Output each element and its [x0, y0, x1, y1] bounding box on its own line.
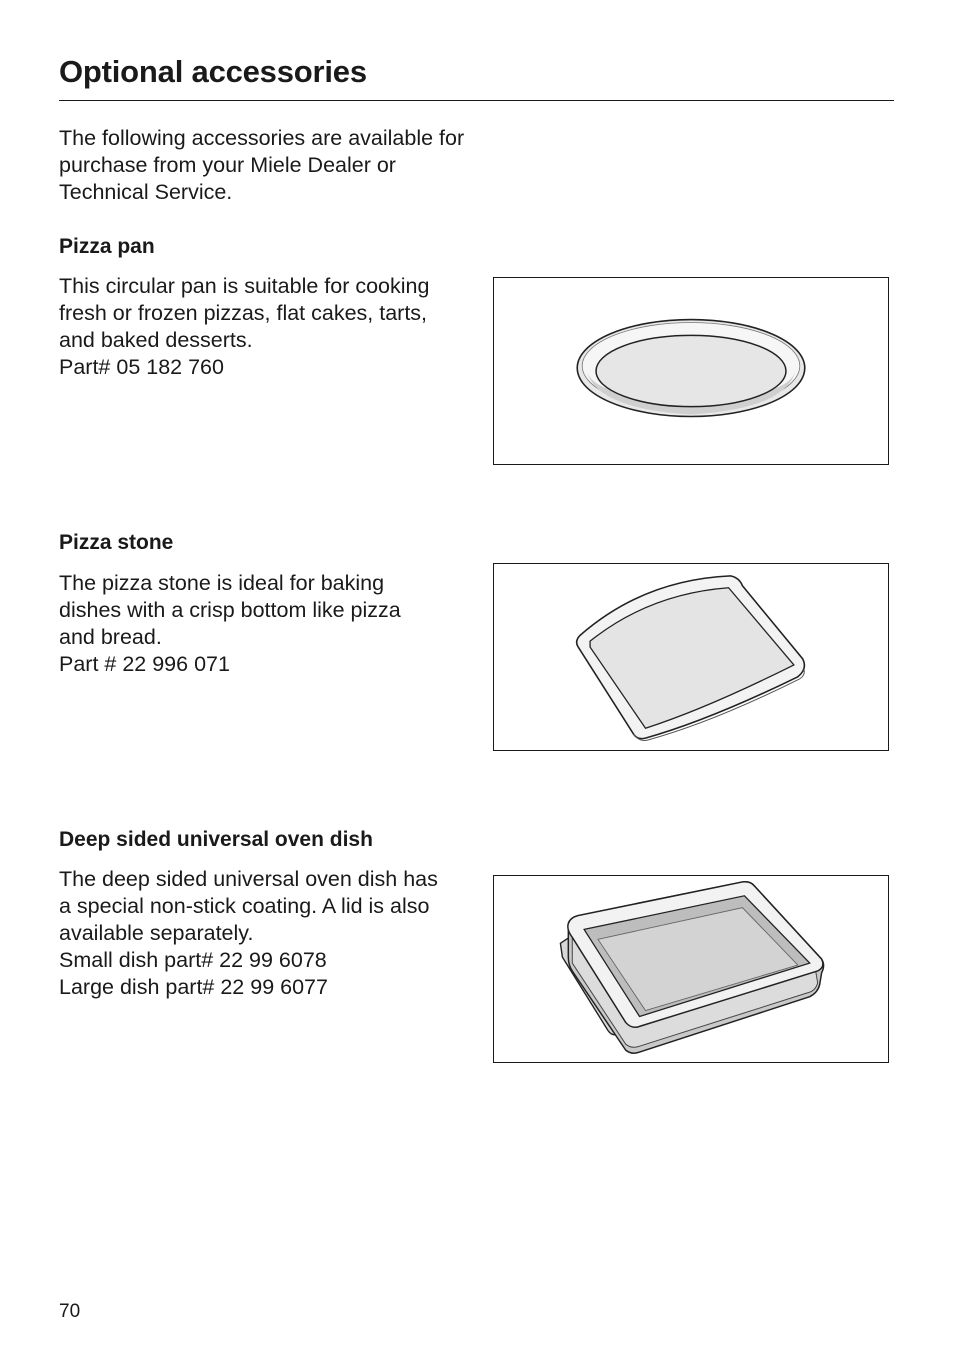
pizza-pan-line: and baked desserts.	[59, 328, 253, 352]
pizza-stone-line: and bread.	[59, 625, 162, 649]
oven-dish-figure	[493, 875, 889, 1063]
oven-dish-small-part-number: Small dish part# 22 99 6078	[59, 948, 327, 972]
oven-dish-line: a special non-stick coating. A lid is also	[59, 894, 430, 918]
oven-dish-heading: Deep sided universal oven dish	[59, 828, 373, 851]
pizza-stone-part-number: Part # 22 996 071	[59, 652, 230, 676]
pizza-stone-heading: Pizza stone	[59, 531, 174, 554]
intro-paragraph: The following accessories are available for purchase from your Miele Dealer or Technical Service.	[59, 126, 465, 204]
oven-dish-illustration	[494, 876, 888, 1062]
pizza-pan-description	[59, 273, 479, 381]
pizza-stone-line: dishes with a crisp bottom like pizza	[59, 598, 401, 622]
oven-dish-large-part-number: Large dish part# 22 99 6077	[59, 975, 328, 999]
pizza-stone-illustration	[494, 564, 888, 750]
pizza-stone-figure	[493, 563, 889, 751]
pizza-pan-part-number: Part# 05 182 760	[59, 355, 224, 379]
pizza-stone-line: The pizza stone is ideal for baking	[59, 571, 385, 595]
page-number: 70	[59, 1301, 81, 1322]
pizza-pan-illustration	[494, 278, 888, 464]
page-title: Optional accessories	[59, 54, 367, 89]
oven-dish-line: The deep sided universal oven dish has	[59, 867, 438, 891]
oven-dish-line: available separately.	[59, 921, 254, 945]
pizza-stone-description	[59, 570, 479, 678]
title-divider	[59, 100, 894, 101]
pizza-pan-line: This circular pan is suitable for cooking	[59, 274, 430, 298]
pizza-pan-figure	[493, 277, 889, 465]
pizza-pan-heading: Pizza pan	[59, 235, 155, 258]
oven-dish-description	[59, 866, 479, 1001]
pizza-pan-line: fresh or frozen pizzas, flat cakes, tarts,	[59, 301, 428, 325]
